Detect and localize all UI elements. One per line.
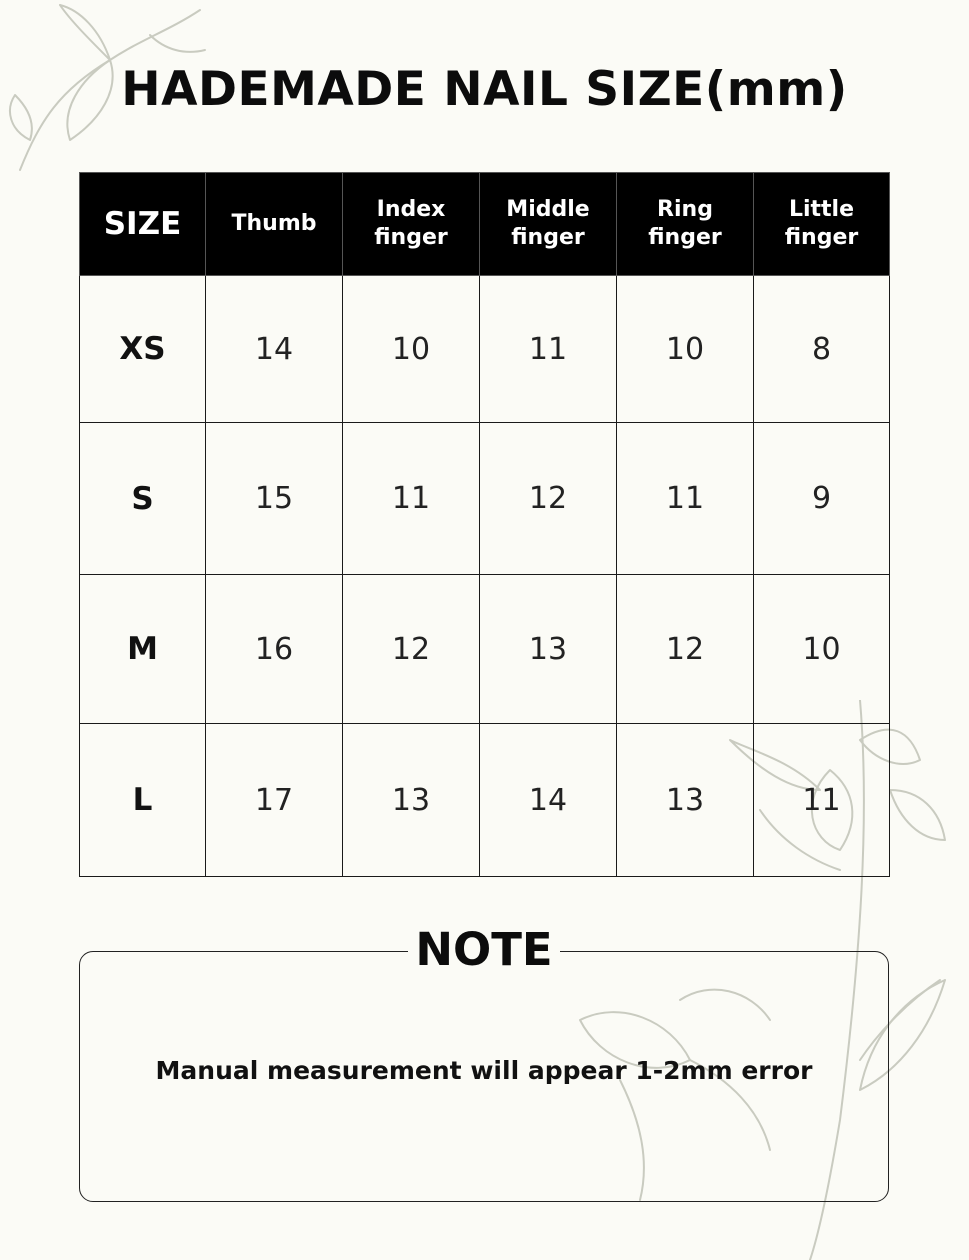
- table-cell: 13: [617, 724, 754, 877]
- header-index-finger: Index finger: [343, 173, 480, 276]
- table-cell: 10: [617, 276, 754, 423]
- table-row-xs: [80, 276, 890, 423]
- table-cell: 16: [206, 575, 343, 724]
- table-cell: 12: [343, 575, 480, 724]
- table-header-row: [80, 173, 890, 276]
- size-label: L: [80, 724, 206, 877]
- table-row-l: [80, 724, 890, 877]
- table-cell: 10: [754, 575, 890, 724]
- header-size: SIZE: [80, 173, 206, 276]
- page-title: HADEMADE NAIL SIZE(mm): [121, 62, 848, 117]
- table-row-m: [80, 575, 890, 724]
- note-text: Manual measurement will appear 1-2mm error: [155, 1056, 813, 1085]
- table-cell: 10: [343, 276, 480, 423]
- table-cell: 13: [480, 575, 617, 724]
- table-cell: 12: [617, 575, 754, 724]
- header-thumb: Thumb: [206, 173, 343, 276]
- table-cell: 12: [480, 423, 617, 575]
- size-label: M: [80, 575, 206, 724]
- header-little-finger: Little finger: [754, 173, 890, 276]
- header-middle-finger: Middle finger: [480, 173, 617, 276]
- table-cell: 15: [206, 423, 343, 575]
- table-cell: 13: [343, 724, 480, 877]
- table-cell: 11: [754, 724, 890, 877]
- note-title: NOTE: [408, 920, 560, 980]
- table-cell: 14: [480, 724, 617, 877]
- size-label: XS: [80, 276, 206, 423]
- table-cell: 14: [206, 276, 343, 423]
- header-ring-finger: Ring finger: [617, 173, 754, 276]
- nail-size-table: [79, 172, 890, 877]
- table-cell: 11: [617, 423, 754, 575]
- table-cell: 11: [480, 276, 617, 423]
- table-cell: 9: [754, 423, 890, 575]
- size-label: S: [80, 423, 206, 575]
- table-cell: 11: [343, 423, 480, 575]
- table-row-s: [80, 423, 890, 575]
- table-cell: 8: [754, 276, 890, 423]
- table-cell: 17: [206, 724, 343, 877]
